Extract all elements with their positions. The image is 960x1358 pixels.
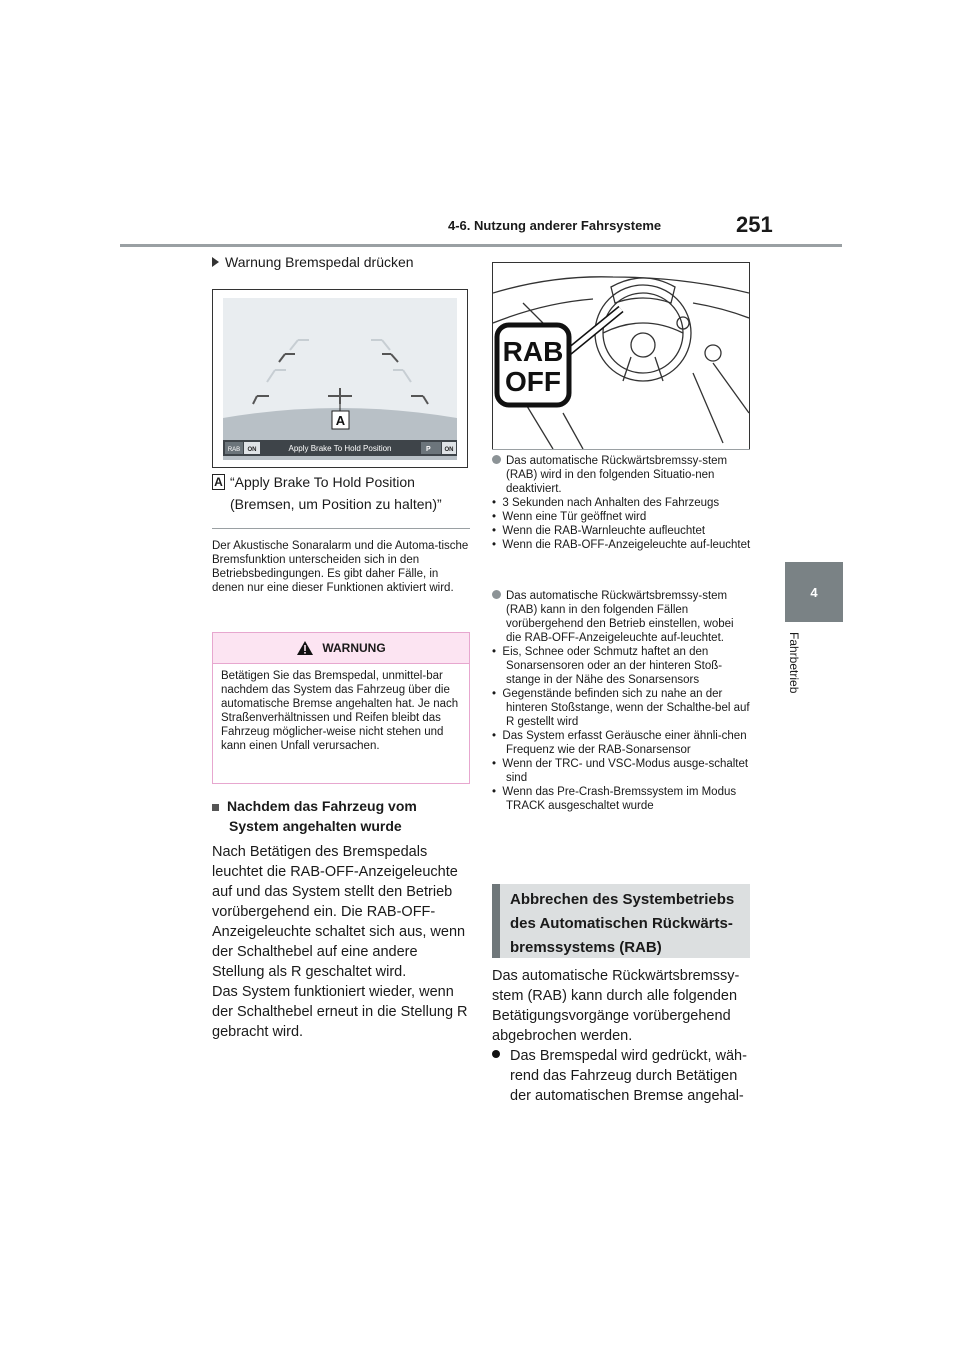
badge-line-2: OFF [505,366,561,397]
paragraph-1: Nach Betätigen des Bremspedals leuchtet die RAB-OFF-Anzeigeleuchte auf und das System stellt den Betrieb vorübergehend ein. Die RAB-OFF-Anzeigeleuchte schaltet sich aus, wenn der Schalthebel auf eine andere Stellung als R geschaltet wird. [212,844,466,980]
figure-caption [230,471,480,515]
dashboard-illustration [493,263,749,449]
cancel-bullet: Das Bremspedal wird gedrückt, wäh- rend das Fahrzeug durch Betätigen der automatischen Bremse angehal- [492,1046,754,1106]
temporary-stop-list [492,589,752,813]
deactivation-list [492,454,752,552]
section-accent-bar [492,884,500,958]
section-heading-box [492,884,750,958]
header-rule [120,244,842,247]
chapter-tab[interactable] [785,562,843,622]
section-heading: Abbrechen des Systembetriebs des Automatischen Rückwärts- bremssystems (RAB) [510,891,735,956]
square-bullet-icon [212,804,219,811]
figure-heading [212,254,414,270]
chapter-number: 4 [810,584,818,600]
cancel-paragraph: Das automatische Rückwärtsbremssy-stem (RAB) kann durch alle folgenden Betätigungsvorgänge vorübergehend abgebrochen werden. [492,968,740,1044]
arrow-right-icon [212,257,219,267]
list-item: • Wenn die RAB-Warnleuchte aufleuchtet [492,525,706,537]
figure-divider [492,449,750,450]
list-item: • Wenn das Pre-Crash-Bremssystem im Modus TRACK ausgeschaltet wurde [492,786,737,812]
list-item: • Gegenstände befinden sich zu nahe an der hinteren Stoßstange, wenn der Schalthe-bel auf R gestellt wird [492,688,750,728]
parking-p-glyph: P [426,446,431,453]
grey-dot-icon [492,590,501,599]
list-item: • Wenn die RAB-OFF-Anzeigeleuchte auf-leuchtet [492,539,751,551]
parking-sensor-icon [421,442,441,454]
page-number: 251 [736,212,773,237]
rab-tag: RAB [227,447,241,453]
list-item: • Wenn eine Tür geöffnet wird [492,511,647,523]
warning-title: WARNUNG [322,641,386,655]
round-bullet-icon [492,1050,500,1058]
paragraph-2: Das System funktioniert wieder, wenn der Schalthebel erneut in die Stellung R gebracht wird. [212,984,468,1040]
badge-line-1: RAB [502,336,564,367]
list-item: • Wenn der TRC- und VSC-Modus ausge-schaltet sind [492,758,749,784]
figure-dashboard [492,262,750,450]
list-lead: Das automatische Rückwärtsbremssy-stem (RAB) wird in den folgenden Situatio-nen deaktiviert. [492,454,752,496]
figure-heading-text: Warnung Bremspedal drücken [225,254,414,270]
warning-box [212,632,470,784]
p-on: ON [444,447,454,453]
figure-camera-display [212,289,468,468]
camera-display-illustration [213,290,467,467]
caption-label-a: A [212,474,225,490]
note-divider [212,528,470,529]
label-a: A [335,413,346,428]
warning-triangle-icon [296,640,314,656]
chapter-label: Fahrbetrieb [787,632,801,694]
list-lead: Das automatische Rückwärtsbremssy-stem (RAB) kann in den folgenden Fällen vorübergehend den Betrieb einstellen, wobei die RAB-OFF-Anzeigeleuchte auf-leuchtet. [492,589,752,645]
note-text: Der Akustische Sonaralarm und die Automa-tische Bremsfunktion unterscheiden sich in den Betriebsbedingungen. Es gibt daher Fälle, in denen nur eine dieser Funktionen aktiviert wird. [212,540,469,594]
list-item: • 3 Sekunden nach Anhalten des Fahrzeugs [492,497,720,509]
section-title: 4-6. Nutzung anderer Fahrsysteme [448,218,662,233]
caption-line-2: (Bremsen, um Position zu halten)” [230,496,442,512]
subheading-line-1: Nachdem das Fahrzeug vom [227,798,417,814]
rab-on: ON [247,447,257,453]
caption-line-1: “Apply Brake To Hold Position [230,474,415,490]
subheading-line-2: System angehalten wurde [229,818,402,834]
list-item: • Eis, Schnee oder Schmutz haftet an den Sonarsensoren oder an der hinteren Stoß-stange in der Nähe des Sonarsensors [492,646,723,686]
display-message: Apply Brake To Hold Position [288,444,392,453]
grey-dot-icon [492,455,501,464]
warning-header [213,633,469,664]
list-item: • Das System erfasst Geräusche einer ähnli-chen Frequenz wie der RAB-Sonarsensor [492,730,747,756]
warning-text: Betätigen Sie das Bremspedal, unmittel-bar nachdem das System das Fahrzeug über die automatische Bremse angehalten hat. Je nach Straßenverhältnissen und Reifen bleibt das Fahrzeug möglicher-weise nicht stehen und kann einen Unfall verursachen. [221,670,459,752]
subheading [212,796,470,836]
